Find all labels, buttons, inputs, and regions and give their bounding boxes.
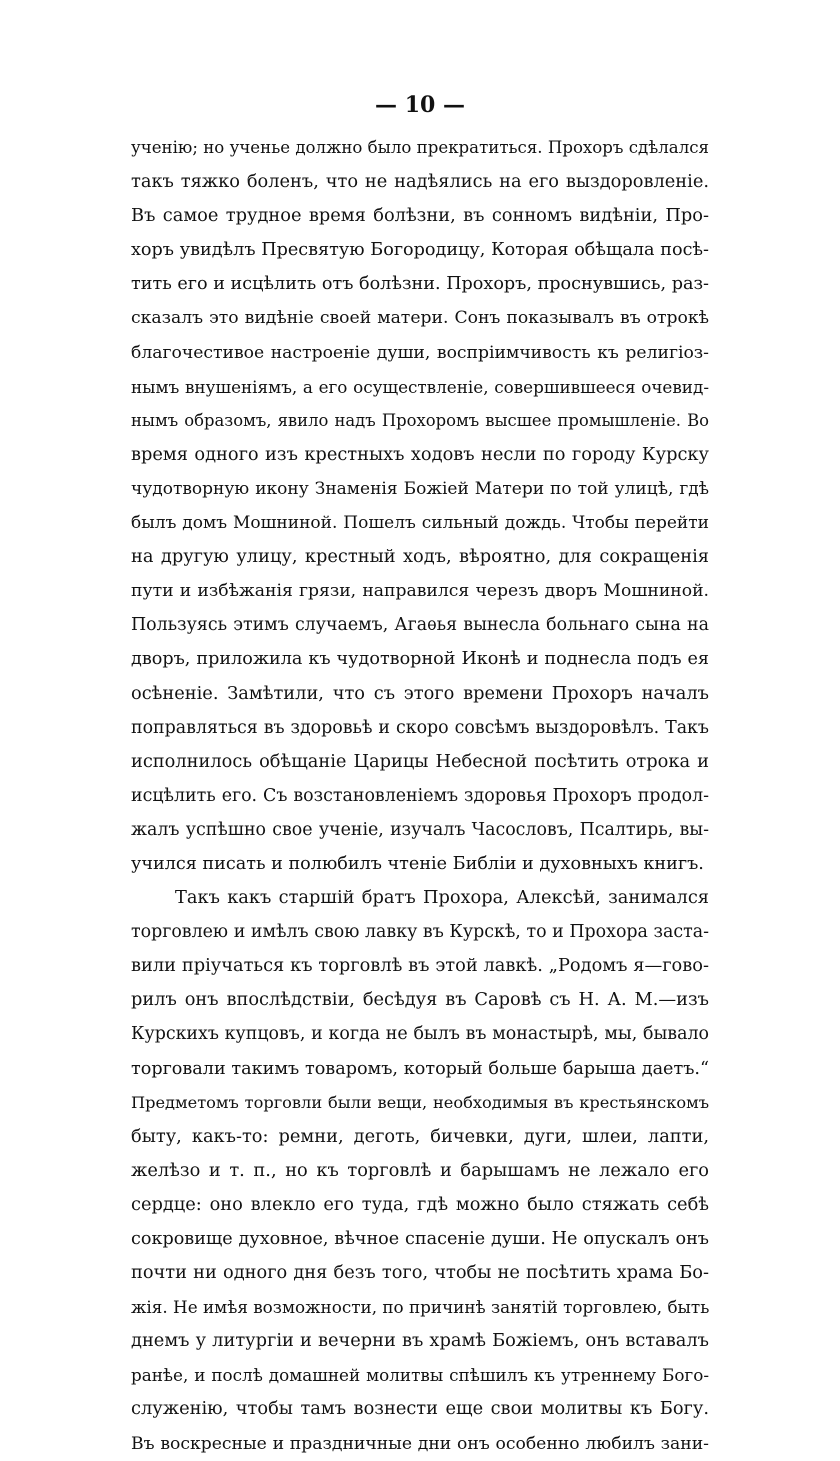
paragraph-2 <box>131 881 709 1461</box>
text-line: Такъ какъ старшій братъ Прохора, Алексѣй, занимался <box>175 887 709 909</box>
text-line: Въ самое трудное время болѣзни, въ сонномъ видѣніи, Про- <box>131 205 709 227</box>
text-line: на другую улицу, крестный ходъ, вѣроятно, для сокращенія <box>131 546 709 568</box>
text-line: хоръ увидѣлъ Пресвятую Богородицу, Которая обѣщала посѣ- <box>131 240 709 261</box>
paragraph-1 <box>131 131 709 881</box>
text-line: исполнилось обѣщаніе Царицы Небесной посѣтить отрока и <box>131 750 709 772</box>
text-line: нымъ образомъ, явило надъ Прохоромъ высшее промышленіе. Во <box>131 410 709 430</box>
text-line: Курскихъ купцовъ, и когда не былъ въ монастырѣ, мы, бывало <box>131 1024 709 1045</box>
text-line: быту, какъ-то: ремни, деготь, бичевки, дуги, шлеи, лапти, <box>131 1125 709 1147</box>
text-line: сказалъ это видѣніе своей матери. Сонъ показывалъ въ отрокѣ <box>131 308 709 329</box>
text-line: Пользуясь этимъ случаемъ, Агаѳья вынесла больнаго сына на <box>131 615 709 636</box>
text-line: благочестивое настроеніе души, воспріимчивость къ религіоз- <box>131 342 709 363</box>
text-line: нымъ внушеніямъ, а его осуществленіе, совершившееся очевид- <box>131 376 709 397</box>
text-line: тить его и исцѣлить отъ болѣзни. Прохоръ, проснувшись, раз- <box>131 274 709 295</box>
text-line: рилъ онъ впослѣдствіи, бесѣдуя въ Саровѣ съ Н. А. М.—изъ <box>131 989 709 1011</box>
text-line: жія. Не имѣя возможности, по причинѣ занятій торговлею, быть <box>131 1297 709 1318</box>
text-line: поправляться въ здоровьѣ и скоро совсѣмъ выздоровѣлъ. Такъ <box>131 717 709 738</box>
text-line: сокровище духовное, вѣчное спасеніе души. Не опускалъ онъ <box>131 1229 709 1249</box>
text-line: жалъ успѣшно свое ученіе, изучалъ Часословъ, Псалтирь, вы- <box>131 819 709 840</box>
text-line: сердце: оно влекло его туда, гдѣ можно было стяжать себѣ <box>131 1193 709 1215</box>
text-line: торговлею и имѣлъ свою лавку въ Курскѣ, то и Прохора застa- <box>131 922 709 943</box>
text-line: былъ домъ Мошниной. Пошелъ сильный дождь. Чтобы перейти <box>131 513 709 534</box>
text-line: вили пріучаться къ торговлѣ въ этой лавкѣ. „Родомъ я—говo- <box>131 955 709 977</box>
text-line: такъ тяжко боленъ, что не надѣялись на его выздоровленіе. <box>131 171 709 193</box>
text-line: желѣзо и т. п., но къ торговлѣ и барышамъ не лежало его <box>131 1159 709 1181</box>
page-number: — 10 — <box>375 92 465 118</box>
text-line: Въ воскресные и праздничные дни онъ особенно любилъ зани- <box>131 1433 709 1454</box>
text-line: ранѣе, и послѣ домашней молитвы спѣшилъ къ утреннему Бого- <box>131 1365 709 1386</box>
text-line: пути и избѣжанія грязи, направился черезъ дворъ Мошниной. <box>131 581 709 602</box>
text-line: ученію; но ученье должно было прекратиться. Прохоръ сдѣлался <box>131 138 709 157</box>
text-line: Предметомъ торговли были вещи, необходимыя въ крестьянскомъ <box>131 1092 709 1112</box>
text-line: торговали такимъ товаромъ, который больше барыша даетъ.“ <box>131 1058 709 1079</box>
text-line: чудотворную икону Знаменія Божіей Матери по той улицѣ, гдѣ <box>131 478 709 499</box>
body-text <box>131 131 709 1461</box>
text-line: дворъ, приложила къ чудотворной Иконѣ и поднесла подъ ея <box>131 649 709 670</box>
text-line: учился писать и полюбилъ чтеніе Библіи и духовныхъ книгъ. <box>131 853 704 874</box>
text-line: время одного изъ крестныхъ ходовъ несли по городу Курску <box>131 443 709 465</box>
text-line: днемъ у литургіи и вечерни въ храмѣ Божіемъ, онъ вставалъ <box>131 1330 709 1352</box>
text-line: осѣненіе. Замѣтили, что съ этого времени Прохоръ началъ <box>131 682 709 704</box>
text-line: служенію, чтобы тамъ вознести еще свои молитвы къ Богу. <box>131 1398 709 1420</box>
text-line: почти ни одного дня безъ того, чтобы не посѣтить храма Бо- <box>131 1262 709 1284</box>
text-line: исцѣлить его. Съ возстановленіемъ здоровья Прохоръ продол- <box>131 785 709 806</box>
